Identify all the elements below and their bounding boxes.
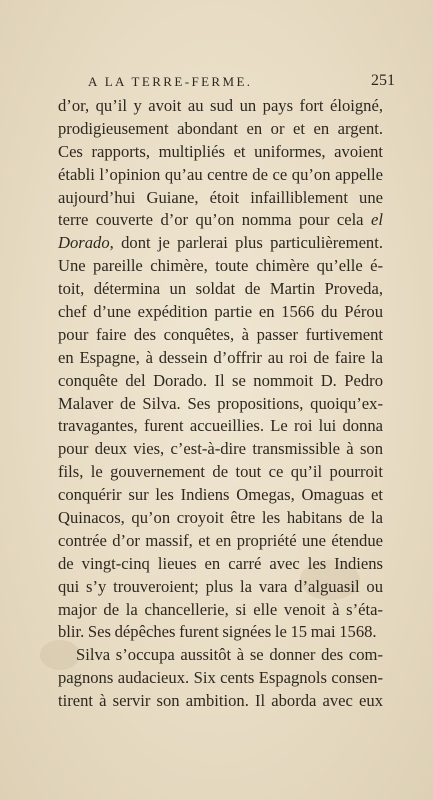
text-line: Silva s’occupa aussitôt à se donner des com- [76, 645, 383, 665]
text-line: toit, détermina un soldat de Martin Proveda, [58, 279, 383, 299]
text-line: d’or, qu’il y avoit au sud un pays fort éloigné, [58, 96, 383, 115]
running-head: A LA TERRE-FERME. [88, 74, 253, 89]
text-line: pagnons audacieux. Six cents Espagnols consen- [58, 668, 383, 688]
text-line: pour deux vies, c’est-à-dire transmissible à son [58, 439, 383, 459]
text-line: Malaver de Silva. Ses propositions, quoiqu’ex- [58, 393, 383, 413]
text-line: tirent à servir son ambition. Il aborda avec eux [58, 691, 383, 711]
text-line: contrée d’or massif, et en propriété une étendue [58, 530, 383, 550]
text-line: Ces rapports, multipliés et uniformes, avoient [58, 141, 383, 161]
book-page [58, 70, 395, 713]
text-line: conquérir sur les Indiens Omegas, Omaguas et [58, 485, 383, 505]
text-line: fils, le gouvernement de tout ce qu’il pourroit [58, 462, 383, 482]
italic-text: el [371, 210, 383, 230]
body-text [58, 95, 383, 713]
text-line: prodigieusement abondant en or et en argent. [58, 118, 383, 138]
text-segment: , dont je parlerai plus particulièrement. [109, 233, 383, 253]
text-line: en Espagne, à dessein d’offrir au roi de faire la [58, 347, 383, 367]
text-segment: terre couverte d’or qu’on nomma pour cela [58, 210, 372, 230]
text-line: conquête del Dorado. Il se nommoit D. Pedro [58, 370, 383, 390]
text-line: de vingt-cinq lieues en carré avec les Indiens [58, 553, 383, 573]
text-line: chef d’une expédition partie en 1566 du Pérou [58, 302, 383, 322]
text-line [58, 209, 383, 232]
text-line: Une pareille chimère, toute chimère qu’elle é- [58, 256, 383, 276]
text-line [58, 232, 383, 255]
text-line: pour faire des conquêtes, à passer furtivement [58, 324, 383, 344]
italic-text: Dorado [58, 233, 110, 253]
text-line: travagantes, furent accueillies. Le roi lui donna [58, 416, 383, 436]
page-number: 251 [371, 72, 395, 89]
text-line: major de la chancellerie, si elle venoit à s’éta- [58, 599, 383, 619]
text-line: Quinacos, qu’on croyoit être les habitans de la [58, 508, 383, 528]
page-header [58, 70, 395, 94]
text-line: aujourd’hui Guiane, étoit infailliblement une [58, 187, 383, 207]
text-line: établi l’opinion qu’au centre de ce qu’on appelle [58, 164, 383, 184]
text-line: qui s’y trouveroient; plus la vara d’alguasil ou [58, 576, 383, 596]
text-line: blir. Ses dépêches furent signées le 15 mai 1568. [58, 622, 377, 642]
